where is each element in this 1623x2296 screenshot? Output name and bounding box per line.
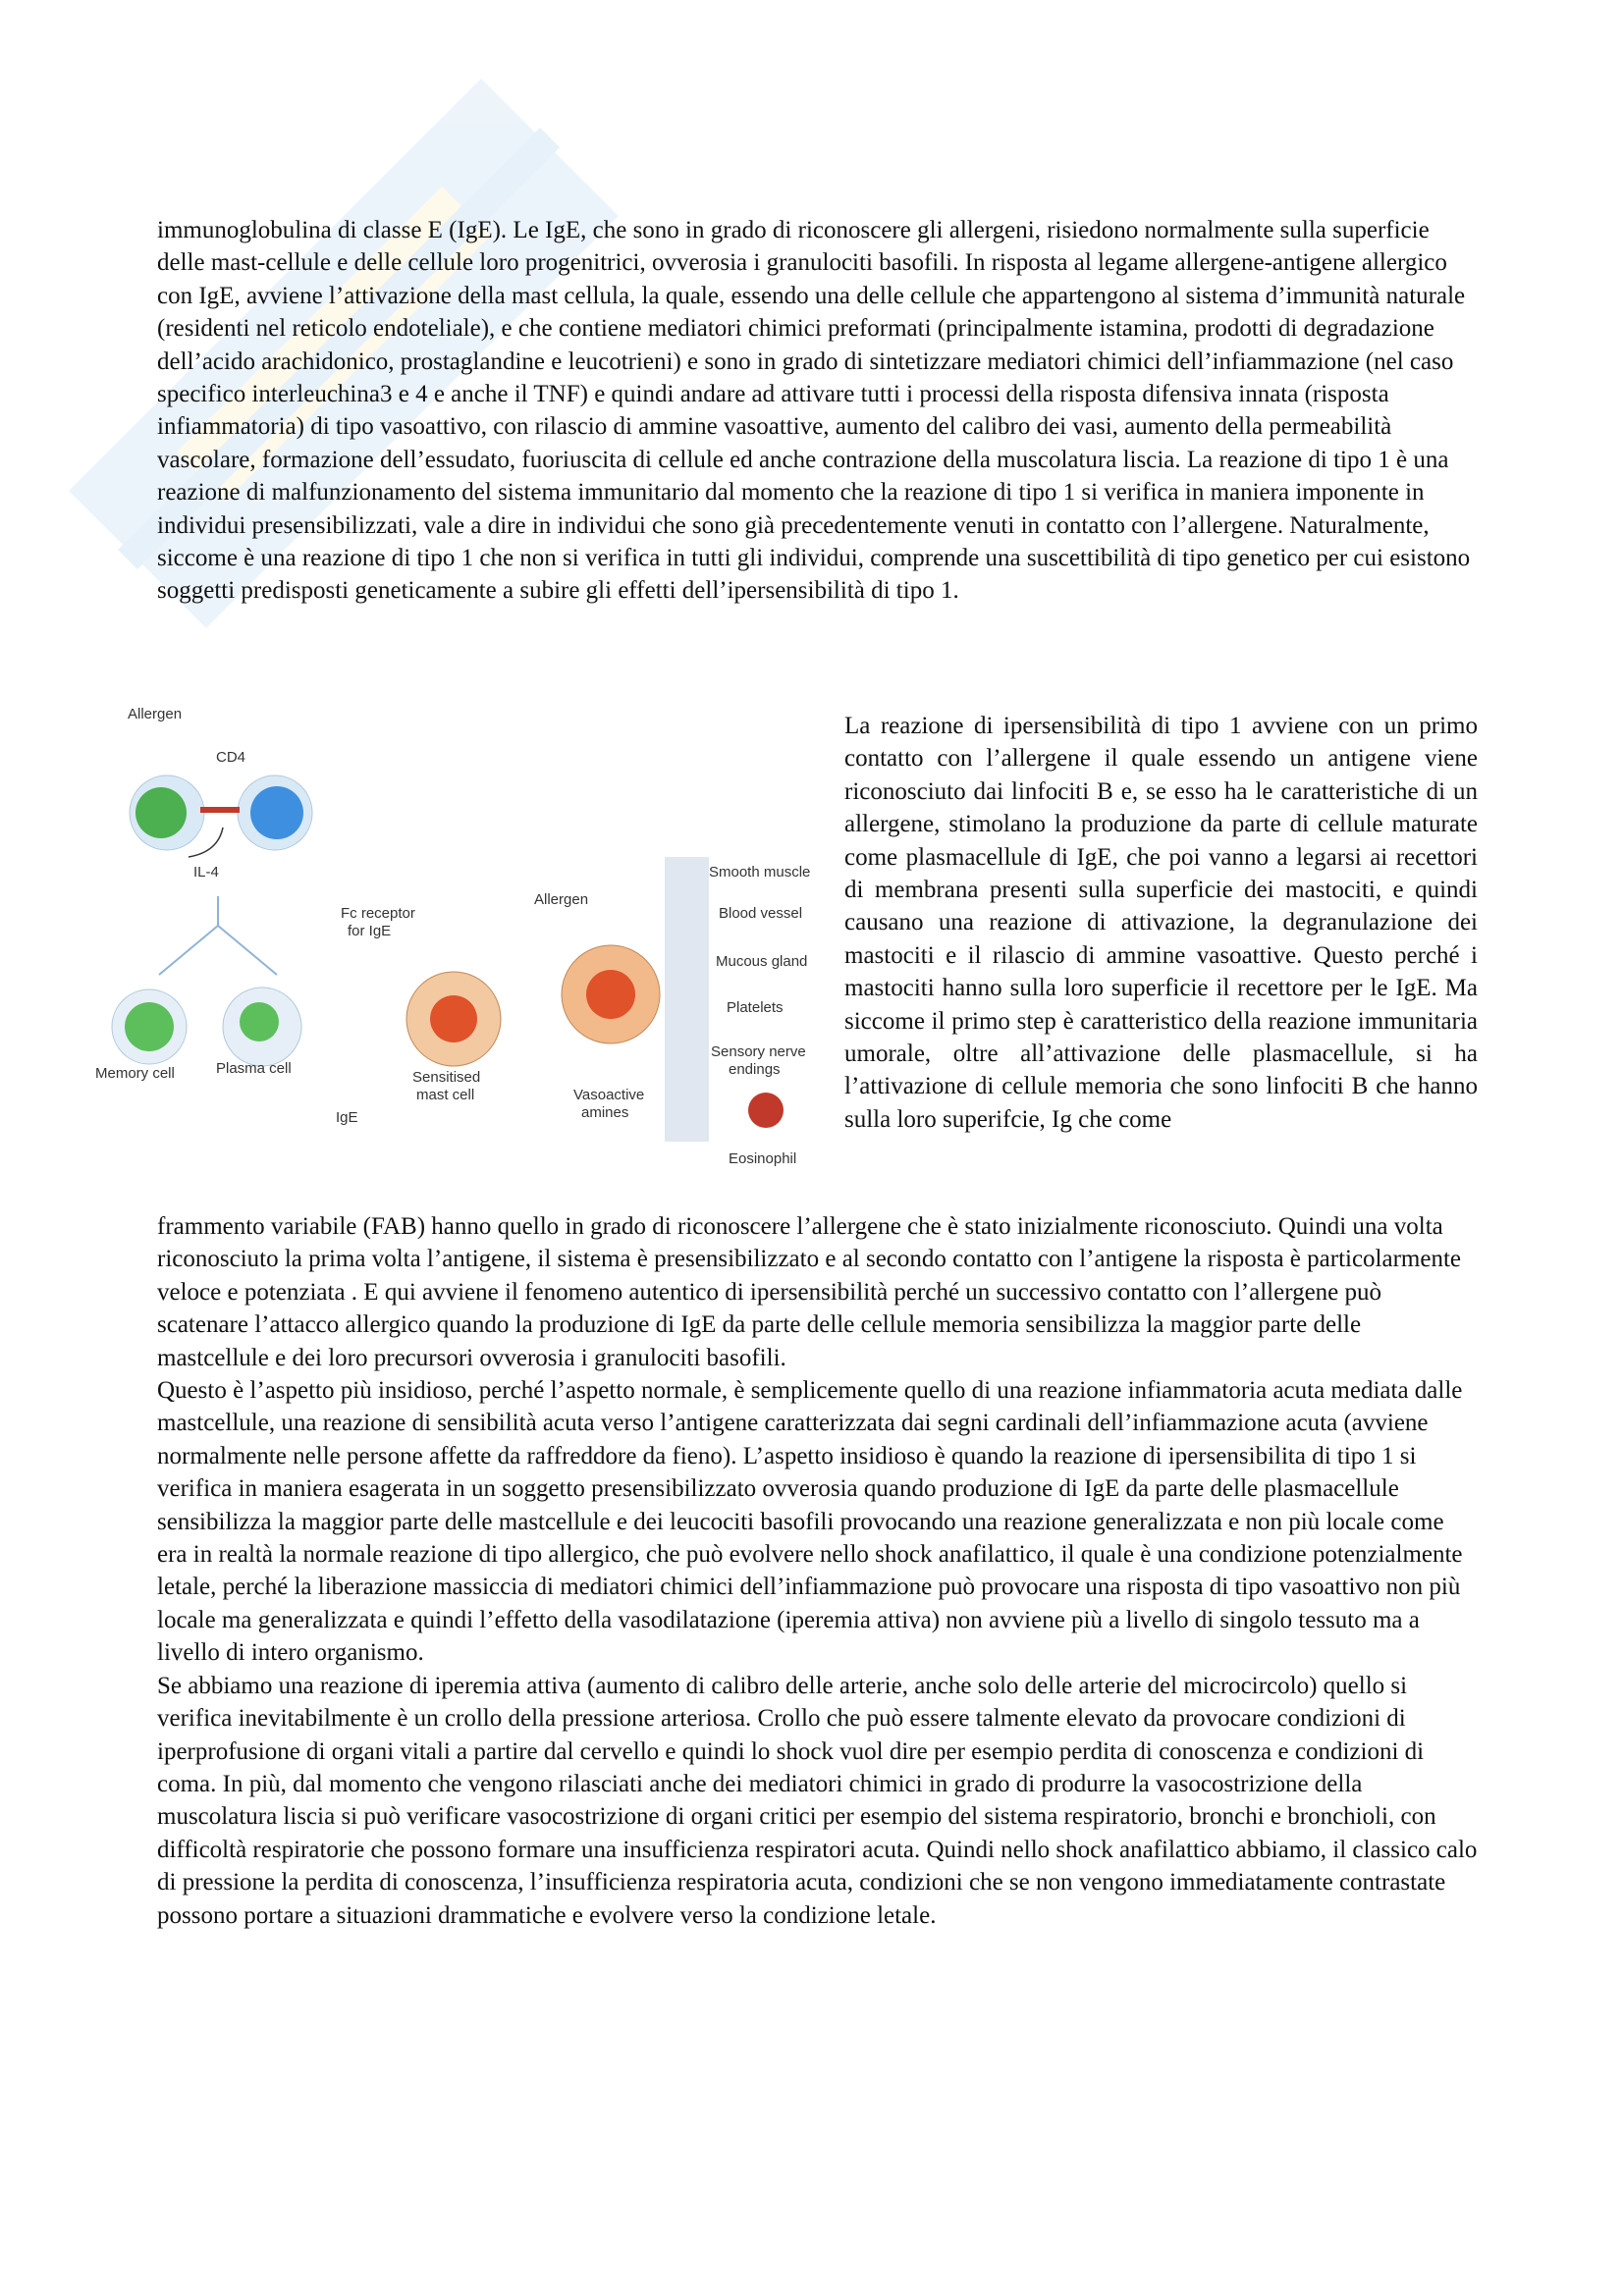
label-for-ige: for IgE [348,923,392,939]
eosinophil-cell [748,1093,784,1128]
label-eosinophil: Eosinophil [729,1150,797,1167]
paragraph-1: immunoglobulina di classe E (IgE). Le IgE, che sono in grado di riconoscere gli allergeni, risiedono normalmente sulla superficie delle mast-cellule e delle cellule loro progenitrici, ovverosia i granulociti basofili. In risposta al legame allergene-antigene allergico con IgE, avviene l’attivazione della mast cellula, la quale, essendo una delle cellule che appartengono al sistema d’immunità naturale (residenti nel reticolo endoteliale), e che contiene mediatori chimici preformati (principalmente istamina, prodotti di degradazione dell’acido arachidonico, prostaglandine e leucotrieni) e sono in grado di sintetizzare mediatori chimici dell’infiammazione (nel caso specifico interleuchina3 e 4 e anche il TNF) e quindi andare ad attivare tutti i processi della risposta difensiva innata (risposta infiammatoria) di tipo vasoattivo, con rilascio di ammine vasoattive, aumento del calibro dei vasi, aumento della permeabilità vascolare, formazione dell’essudato, fuoriuscita di cellule ed anche contrazione della muscolatura liscia. La reazione di tipo 1 è una reazione di malfunzionamento del sistema immunitario dal momento che la reazione di tipo 1 si verifica in maniera imponente in individui presensibilizzati, vale a dire in individui che sono già precedentemente venuti in contatto con l’allergene. Naturalmente, siccome è una reazione di tipo 1 che non si verifica in tutti gli individui, comprende una suscettibilità di tipo genetico per cui esistono soggetti predisposti geneticamente a subire gli effetti dell’ipersensibilità di tipo 1. [157,217,1471,605]
paragraph-4: Questo è l’aspetto più insidioso, perché l’aspetto normale, è semplicemente quello di una reazione infiammatoria acuta mediata dalle mastcellule, una reazione di sensibilità acuta verso l’antigene caratterizzata dai segni cardinali dell’infiammazione acuta (avviene normalmente nelle persone affette da raffreddore da fieno). L’aspetto insidioso è quando la reazione di ipersensibilita di tipo 1 si verifica in maniera esagerata in un soggetto presensibilizzato ovverosia quando produzione di IgE da parte delle plasmacellule sensibilizza la maggior parte delle mastcellule e dei leucociti basofili provocando una reazione generalizzata e non più locale come era in realtà la normale reazione di tipo allergico, che può evolvere nello shock anafilattico, il quale è una condizione potenzialmente letale, perché la liberazione massiccia di mediatori chimici dell’infiammazione può provocare una risposta di tipo vasoattivo non più locale ma generalizzata e quindi l’effetto della vasodilatazione (iperemia attiva) non avviene più a livello di singolo tessuto ma a livello di intero organismo. [157,1377,1463,1667]
t-cell-nucleus [250,786,303,839]
label-cd4: CD4 [216,749,246,766]
label-endings: endings [729,1061,781,1078]
label-vasoactive: Vasoactive [573,1087,645,1103]
granule-cloud [665,857,709,1142]
paragraph-3: frammento variabile (FAB) hanno quello in grado di riconoscere l’allergene che è stato inizialmente riconosciuto. Quindi una volta riconosciuto la prima volta l’antigene, il sistema è presensibilizzato e al secondo contatto con l’antigene la risposta è particolarmente veloce e potenziata . E qui avviene il fenomeno autentico di ipersensibilità perché un successivo contatto con l’allergene può scatenare l’attacco allergico quando la produzione di IgE da parte delle cellule memoria sensibilizza la maggior parte delle mastcellule e dei loro precursori ovverosia i granulociti basofili. [157,1213,1462,1371]
memory-cell-nucleus [125,1002,174,1051]
label-allergen-2: Allergen [534,891,589,908]
label-fc-receptor: Fc receptor [341,905,415,922]
label-platelets: Platelets [727,999,784,1016]
label-mast-cell: mast cell [416,1087,475,1103]
mast-cell-nucleus [430,995,477,1042]
label-smooth-muscle: Smooth muscle [709,864,811,881]
plasma-cell-nucleus [240,1002,279,1041]
label-sensory-nerve: Sensory nerve [711,1043,806,1060]
label-allergen: Allergen [128,706,183,722]
lower-text-block [157,1210,1478,1932]
label-memory-cell: Memory cell [95,1065,175,1082]
b-cell-nucleus [135,787,187,838]
label-plasma-cell: Plasma cell [216,1060,292,1077]
label-blood-vessel: Blood vessel [719,905,803,922]
label-mucous-gland: Mucous gland [716,953,808,970]
paragraph-5: Se abbiamo una reazione di iperemia attiva (aumento di calibro delle arterie, anche solo delle arterie del microcircolo) quello si verifica inevitabilmente è un crollo della pressione arteriosa. Crollo che può essere talmente elevato da provocare condizioni di iperprofusione di organi vitali a partire dal cervello e quindi lo shock vuol dire per esempio perdita di conoscenza e condizioni di coma. In più, dal momento che vengono rilasciati anche dei mediatori chimici in grado di produrre la vasocostrizione della muscolatura liscia si può verificare vasocostrizione di organi critici per esempio del sistema respiratorio, bronchi e bronchioli, con difficoltà respiratorie che possono formare una insufficienza respiratori acuta. Quindi nello shock anafilattico abbiamo, il classico calo di pressione la perdita di conoscenza, l’insufficienza respiratoria acuta, condizioni che se non vengono immediatamente contrastate possono portare a situazioni drammatiche e evolvere verso la condizione letale. [157,1672,1478,1929]
hypersensitivity-diagram [90,690,817,1171]
activated-mast-cell-nucleus [586,970,635,1019]
label-il4: IL-4 [193,864,219,881]
label-sensitised: Sensitised [412,1069,481,1086]
label-amines: amines [581,1104,629,1121]
paragraph-2: La reazione di ipersensibilità di tipo 1 avviene con un primo contatto con l’allergene il quale essendo un antigene viene riconosciuto dai linfociti B e, se esso ha le caratteristiche di un allergene, stimolano la produzione da parte di cellule maturate come plasmacellule di IgE, che poi vanno a legarsi ai recettori di membrana presenti sulla superficie dei mastociti, e quindi causano una reazione di attivazione, la degranulazione dei mastociti e il rilascio di ammine vasoattive. Questo perché i mastociti hanno sulla loro superficie il recettore per le IgE. Ma siccome il primo step è caratteristico della reazione immunitaria umorale, oltre all’attivazione delle plasmacellule, si ha l’attivazione di cellule memoria che sono linfociti B che hanno sulla loro superifcie, Ig che come [844,713,1478,1133]
differentiation-arrows [159,896,277,975]
label-ige: IgE [336,1109,358,1126]
